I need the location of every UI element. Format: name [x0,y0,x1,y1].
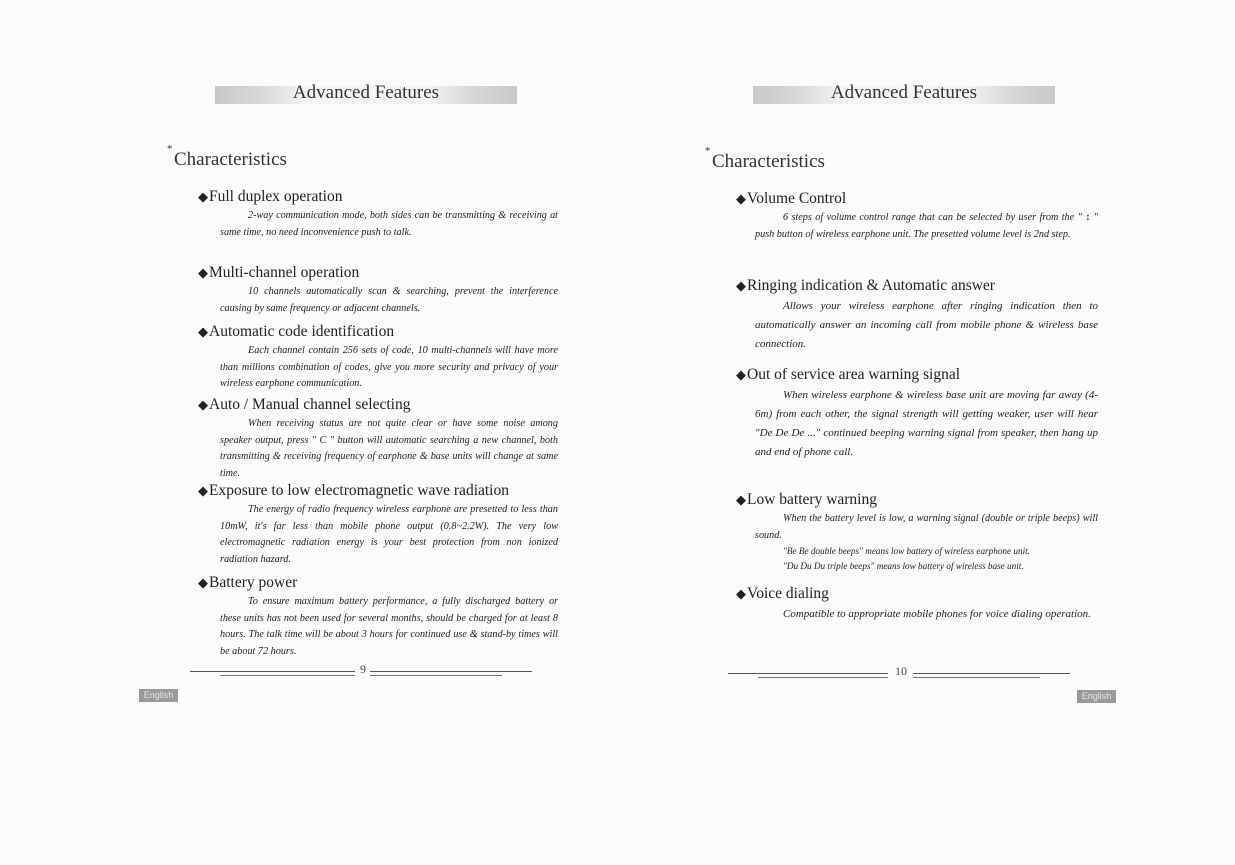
language-tag: English [1077,690,1116,703]
footer-rule [370,671,532,672]
feature-title: Volume Control [747,190,847,207]
feature-title: Low battery warning [747,491,877,508]
feature-multi-channel [198,264,558,317]
feature-text: 6 steps of volume control range that can be selected by user from the " ↕ " push button of wireless earphone unit. The presetted volume level is 2nd step. [755,212,1098,240]
page-header [215,82,517,104]
feature-full-duplex [198,188,558,241]
feature-ringing-indication [736,277,1098,354]
feature-out-of-service [736,366,1098,462]
feature-text: Compatible to appropriate mobile phones for voice dialing operation. [783,608,1091,620]
diamond-bullet-icon: ◆ [198,397,208,412]
feature-text: When the battery level is low, a warning signal (double or triple beeps) will sound. [755,513,1098,541]
footer-rule [913,677,1040,678]
feature-title: Ringing indication & Automatic answer [747,277,995,294]
feature-channel-selecting [198,396,558,482]
feature-text: When wireless earphone & wireless base unit are moving far away (4-6m) from each other, the signal strength will getting weaker, user will hear "De De De ..." continued beeping warning signal from speaker, then hang up and end of phone call. [755,389,1098,458]
page-number: 9 [360,662,366,676]
footer-rule [913,673,1070,674]
feature-text: 2-way communication mode, both sides can be transmitting & receiving at same time, no need inconvenience push to talk. [220,210,558,238]
right-page [618,0,1235,865]
footer-rule [190,671,355,672]
feature-title: Voice dialing [747,585,829,602]
feature-title: Exposure to low electromagnetic wave radiation [209,482,509,499]
feature-text: The energy of radio frequency wireless earphone are presetted to less than 10mW, it's far less than mobile phone output (0.8~2.2W). The very low electromagnetic radiation energy is your best protection from non ionized radiation hazard. [220,504,558,565]
feature-volume-control [736,190,1098,243]
feature-battery-power [198,574,558,660]
feature-title: Out of service area warning signal [747,366,961,383]
left-page [0,0,617,865]
footer-rule [370,675,502,676]
feature-note: "Du Du Du triple beeps" means low battery of wireless base unit. [783,560,1024,571]
page-header [753,82,1055,104]
feature-voice-dialing [736,585,1098,624]
diamond-bullet-icon: ◆ [736,367,746,382]
diamond-bullet-icon: ◆ [198,324,208,339]
language-tag: English [139,689,178,702]
feature-title: Full duplex operation [209,188,343,205]
diamond-bullet-icon: ◆ [198,189,208,204]
feature-title: Battery power [209,574,298,591]
diamond-bullet-icon: ◆ [736,191,746,206]
diamond-bullet-icon: ◆ [736,278,746,293]
footer-rule [220,675,355,676]
feature-low-radiation [198,482,558,568]
feature-text: Allows your wireless earphone after ringing indication then to automatically answer an incoming call from mobile phone & wireless base connection. [755,300,1098,350]
feature-code-identification [198,323,558,393]
section-title: * Characteristics [712,151,825,173]
feature-title: Multi-channel operation [209,264,360,281]
page-footer [190,664,535,678]
diamond-bullet-icon: ◆ [198,483,208,498]
feature-text: 10 channels automatically scan & searching, prevent the interference causing by same frequency or adjacent channels. [220,286,558,314]
page-header-title: Advanced Features [830,82,978,103]
page-header-title: Advanced Features [292,82,440,103]
footer-rule [728,673,888,674]
feature-low-battery [736,491,1098,573]
diamond-bullet-icon: ◆ [736,586,746,601]
section-title: * Characteristics [174,149,287,171]
feature-note: "Be Be double beeps" means low battery of wireless earphone unit. [783,546,1030,557]
feature-text: Each channel contain 256 sets of code, 10 multi-channels will have more than millions combination of codes, give you more security and privacy of your wireless earphone communication. [220,345,558,390]
feature-text: When receiving status are not quite clear or have some noise among speaker output, press " C " button will automatic searching a new channel, both transmitting & receiving frequency of earphone & base units will change at same time. [220,418,558,479]
page-footer [728,666,1073,680]
feature-text: To ensure maximum battery performance, a fully discharged battery or these units has not been used for several months, should be charged for at least 8 hours. The talk time will be about 3 hours for continued use & stand-by times will be about 72 hours. [220,596,558,657]
footer-rule [758,677,888,678]
feature-title: Auto / Manual channel selecting [209,396,411,413]
page-number: 10 [895,664,907,678]
diamond-bullet-icon: ◆ [736,492,746,507]
diamond-bullet-icon: ◆ [198,265,208,280]
diamond-bullet-icon: ◆ [198,575,208,590]
feature-title: Automatic code identification [209,323,395,340]
